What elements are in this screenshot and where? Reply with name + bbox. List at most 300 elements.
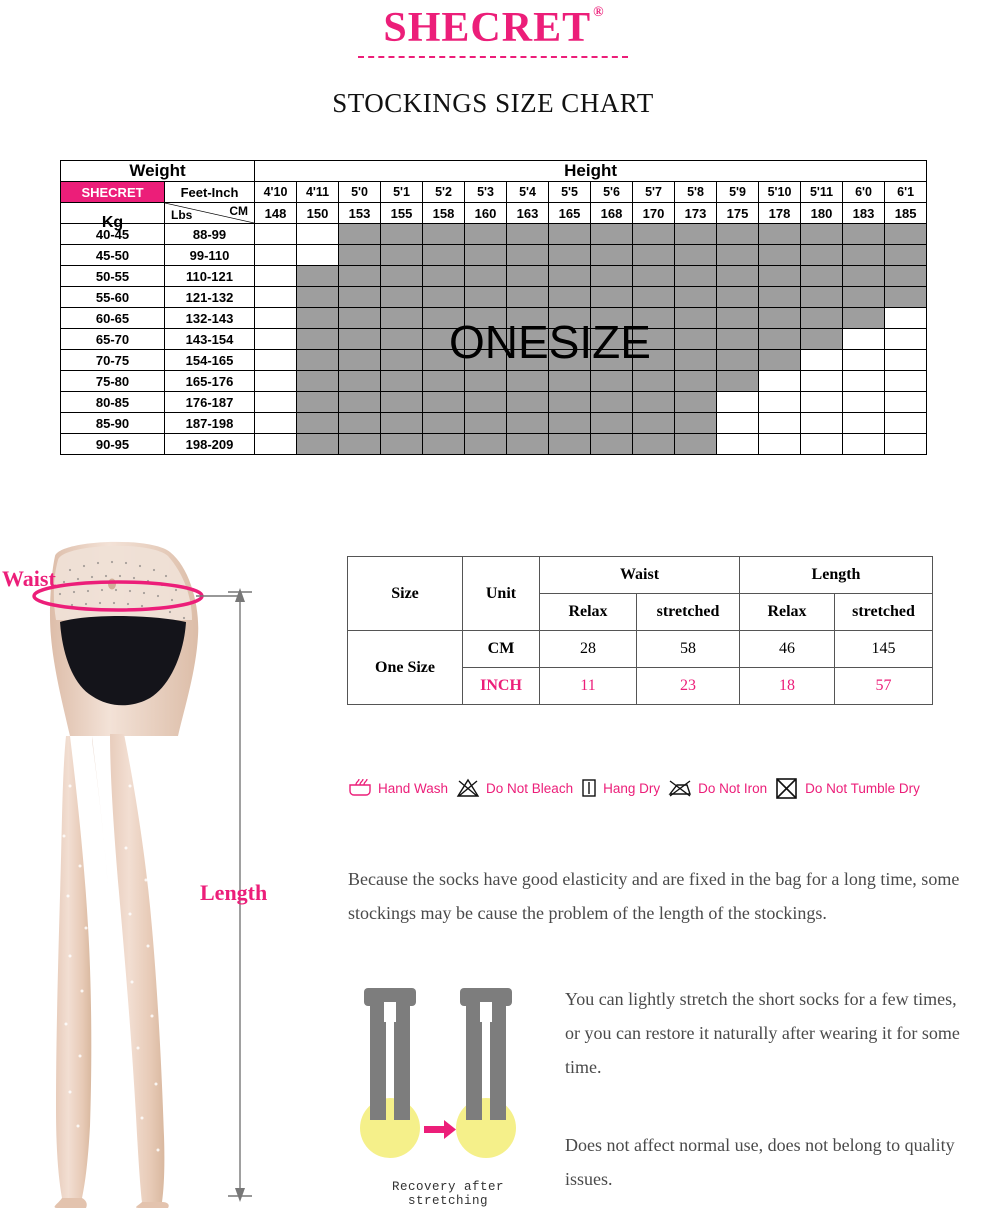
size-cell — [297, 224, 339, 245]
size-cell — [759, 329, 801, 350]
care-item-do-not-iron — [667, 777, 767, 799]
care-item-do-not-bleach — [455, 777, 573, 799]
size-cell — [885, 266, 927, 287]
size-cell — [339, 392, 381, 413]
size-cell — [381, 371, 423, 392]
size-cell — [507, 413, 549, 434]
inch-length-relax: 18 — [740, 668, 835, 705]
note-paragraph-2: You can lightly stretch the short socks for a few times, or you can restore it naturally after wearing it for some time. — [565, 989, 960, 1077]
size-cell — [507, 329, 549, 350]
size-cell — [843, 245, 885, 266]
size-cell — [339, 371, 381, 392]
cm-value: 170 — [633, 203, 675, 224]
size-cell — [423, 308, 465, 329]
size-cell — [717, 224, 759, 245]
care-label: Do Not Iron — [698, 780, 768, 796]
size-cell — [885, 287, 927, 308]
table-row — [61, 434, 927, 455]
size-cell — [549, 371, 591, 392]
size-cell — [801, 224, 843, 245]
kg-range: 85-90 — [61, 413, 165, 434]
size-cell — [759, 287, 801, 308]
size-cell — [339, 329, 381, 350]
size-cell — [801, 350, 843, 371]
model-illustration-icon — [0, 536, 330, 1208]
size-cell — [549, 413, 591, 434]
size-cell — [633, 287, 675, 308]
size-cell — [885, 371, 927, 392]
lbs-range: 198-209 — [165, 434, 255, 455]
hang-dry-icon — [580, 777, 598, 799]
waist-relax-header: Relax — [540, 594, 637, 631]
length-stretched-header: stretched — [835, 594, 933, 631]
size-cell — [591, 308, 633, 329]
size-cell — [801, 413, 843, 434]
kg-range: 50-55 — [61, 266, 165, 287]
feet-inch-value: 5'9 — [717, 182, 759, 203]
size-cell — [759, 350, 801, 371]
unit-cm: CM — [463, 631, 540, 668]
lbs-range: 176-187 — [165, 392, 255, 413]
cm-value: 178 — [759, 203, 801, 224]
lbs-range: 88-99 — [165, 224, 255, 245]
size-cell — [591, 371, 633, 392]
size-cell — [549, 245, 591, 266]
stockings-size-chart — [60, 160, 926, 455]
size-cell — [339, 266, 381, 287]
height-header: Height — [255, 161, 927, 182]
cm-value: 153 — [339, 203, 381, 224]
cm-value: 165 — [549, 203, 591, 224]
waist-header: Waist — [540, 557, 740, 594]
care-label: Hand Wash — [378, 780, 449, 796]
size-cell — [549, 308, 591, 329]
size-cell — [507, 224, 549, 245]
size-cell — [423, 224, 465, 245]
size-cell — [633, 224, 675, 245]
feet-inch-value: 6'1 — [885, 182, 927, 203]
size-cell — [381, 434, 423, 455]
size-cell — [255, 224, 297, 245]
note-paragraph-1: Because the socks have good elasticity and are fixed in the bag for a long time, some stockings may be cause the problem of the length of the stockings. — [348, 869, 960, 923]
stretch-caption: Recovery after stretching — [391, 1180, 505, 1208]
size-cell — [633, 308, 675, 329]
size-cell — [297, 308, 339, 329]
size-cell — [801, 245, 843, 266]
size-cell — [423, 329, 465, 350]
size-cell — [465, 434, 507, 455]
measurement-table-wrap — [347, 556, 933, 705]
cm-value: 148 — [255, 203, 297, 224]
size-cell — [717, 308, 759, 329]
size-cell — [339, 224, 381, 245]
size-chart-table — [60, 160, 927, 455]
cm-waist-relax: 28 — [540, 631, 637, 668]
table-row — [61, 245, 927, 266]
care-item-do-not-tumble-dry — [774, 776, 920, 800]
kg-range: 90-95 — [61, 434, 165, 455]
size-cell — [675, 434, 717, 455]
size-cell — [591, 329, 633, 350]
size-cell — [297, 434, 339, 455]
size-cell — [339, 287, 381, 308]
size-cell — [591, 413, 633, 434]
size-cell — [423, 266, 465, 287]
brand-divider — [358, 56, 628, 58]
length-header: Length — [740, 557, 933, 594]
cm-lbs-cell — [165, 203, 255, 224]
inch-waist-relax: 11 — [540, 668, 637, 705]
size-cell — [255, 392, 297, 413]
size-cell — [549, 392, 591, 413]
feet-inch-value: 4'11 — [297, 182, 339, 203]
onesize-label: ONESIZE — [449, 316, 651, 368]
size-cell — [675, 245, 717, 266]
size-cell — [885, 413, 927, 434]
meas-header-row-1 — [348, 557, 933, 594]
feet-inch-value: 5'4 — [507, 182, 549, 203]
size-cell — [507, 371, 549, 392]
size-cell — [297, 245, 339, 266]
size-cell — [885, 329, 927, 350]
size-cell — [381, 308, 423, 329]
size-cell — [381, 392, 423, 413]
care-label: Do Not Bleach — [486, 780, 574, 796]
brand-name: SHECRET — [383, 5, 592, 51]
size-cell — [465, 392, 507, 413]
table-row — [61, 287, 927, 308]
size-cell — [675, 224, 717, 245]
size-cell — [885, 224, 927, 245]
length-relax-header: Relax — [740, 594, 835, 631]
feet-inch-value: 5'10 — [759, 182, 801, 203]
size-cell — [801, 434, 843, 455]
size-cell — [591, 350, 633, 371]
size-cell — [465, 308, 507, 329]
size-cell — [759, 266, 801, 287]
table-header-row — [61, 161, 927, 182]
size-cell — [717, 434, 759, 455]
feet-inch-row — [61, 182, 927, 203]
size-cell — [549, 224, 591, 245]
size-cell — [675, 329, 717, 350]
lbs-range: 110-121 — [165, 266, 255, 287]
size-cell — [717, 245, 759, 266]
size-cell — [465, 245, 507, 266]
brand-cell: SHECRET — [61, 182, 165, 203]
cm-value: 175 — [717, 203, 759, 224]
size-cell — [759, 308, 801, 329]
kg-range: 65-70 — [61, 329, 165, 350]
care-item-hang-dry — [580, 777, 660, 799]
size-cell — [843, 392, 885, 413]
lbs-range: 165-176 — [165, 371, 255, 392]
size-cell — [255, 371, 297, 392]
size-cell — [801, 392, 843, 413]
size-cell — [633, 329, 675, 350]
do-not-iron-icon — [667, 777, 693, 799]
size-cell — [465, 371, 507, 392]
brand-logo — [383, 5, 605, 51]
size-cell — [885, 245, 927, 266]
inch-length-stretched: 57 — [835, 668, 933, 705]
size-cell — [801, 371, 843, 392]
kg-range: 40-45 — [61, 224, 165, 245]
size-cell — [423, 245, 465, 266]
cm-value: 173 — [675, 203, 717, 224]
size-cell — [339, 413, 381, 434]
feet-inch-value: 5'1 — [381, 182, 423, 203]
size-cell — [255, 350, 297, 371]
registered-mark: ® — [593, 5, 605, 20]
size-cell — [843, 224, 885, 245]
size-cell — [507, 308, 549, 329]
size-cell — [297, 413, 339, 434]
weight-header: Weight — [61, 161, 255, 182]
feet-inch-value: 5'7 — [633, 182, 675, 203]
size-cell — [759, 413, 801, 434]
size-header: Size — [348, 557, 463, 631]
length-label: Length — [200, 880, 268, 905]
size-cell — [381, 287, 423, 308]
feet-inch-value: 4'10 — [255, 182, 297, 203]
cm-waist-stretched: 58 — [637, 631, 740, 668]
size-cell — [381, 245, 423, 266]
feet-inch-value: 5'2 — [423, 182, 465, 203]
size-cell — [717, 392, 759, 413]
brand-header — [0, 0, 986, 58]
cm-value: 168 — [591, 203, 633, 224]
size-cell — [381, 329, 423, 350]
size-cell — [381, 350, 423, 371]
cm-label: CM — [229, 204, 249, 218]
size-cell — [339, 350, 381, 371]
care-instructions — [347, 776, 986, 800]
size-cell — [633, 245, 675, 266]
feet-inch-value: 5'3 — [465, 182, 507, 203]
lbs-range: 143-154 — [165, 329, 255, 350]
size-cell — [507, 392, 549, 413]
kg-range: 80-85 — [61, 392, 165, 413]
size-cell — [549, 350, 591, 371]
size-cell — [549, 266, 591, 287]
size-cell — [507, 266, 549, 287]
table-row — [61, 371, 927, 392]
table-row — [61, 392, 927, 413]
size-cell — [885, 308, 927, 329]
kg-range: 55-60 — [61, 287, 165, 308]
size-cell — [465, 329, 507, 350]
size-cell — [885, 392, 927, 413]
size-cell — [591, 245, 633, 266]
feet-inch-value: 5'8 — [675, 182, 717, 203]
size-cell — [675, 308, 717, 329]
arrow-right-icon — [424, 1120, 456, 1139]
size-cell — [591, 224, 633, 245]
unit-inch: INCH — [463, 668, 540, 705]
size-cell — [843, 371, 885, 392]
lbs-range: 187-198 — [165, 413, 255, 434]
size-cell — [675, 350, 717, 371]
stretch-recovery-icon — [344, 980, 554, 1175]
size-cell — [843, 434, 885, 455]
size-cell — [507, 350, 549, 371]
size-cell — [339, 245, 381, 266]
size-cell — [255, 413, 297, 434]
feet-inch-value: 6'0 — [843, 182, 885, 203]
cm-value: 163 — [507, 203, 549, 224]
size-cell — [465, 266, 507, 287]
hand-wash-icon — [347, 777, 373, 799]
care-item-hand-wash — [347, 777, 448, 799]
size-cell — [381, 413, 423, 434]
kg-range: 45-50 — [61, 245, 165, 266]
waist-stretched-header: stretched — [637, 594, 740, 631]
size-cell — [591, 434, 633, 455]
note-paragraph-3: Does not affect normal use, does not belong to quality issues. — [565, 1135, 955, 1189]
size-cell — [675, 371, 717, 392]
inch-waist-stretched: 23 — [637, 668, 740, 705]
kg-range: 70-75 — [61, 350, 165, 371]
measurement-table — [347, 556, 933, 705]
recovery-illustration — [344, 980, 554, 1175]
model-figure — [0, 536, 330, 1208]
waist-label: Waist — [2, 566, 56, 591]
size-cell — [717, 329, 759, 350]
sock-before — [360, 988, 420, 1158]
cm-value: 180 — [801, 203, 843, 224]
table-row — [348, 631, 933, 668]
sock-after — [456, 988, 516, 1158]
size-cell — [423, 350, 465, 371]
care-label: Hang Dry — [603, 780, 661, 796]
size-cell — [423, 392, 465, 413]
size-cell — [297, 266, 339, 287]
cm-value: 160 — [465, 203, 507, 224]
do-not-tumble-dry-icon — [774, 776, 800, 800]
size-cell — [759, 224, 801, 245]
size-cell — [255, 266, 297, 287]
size-cell — [549, 329, 591, 350]
cm-length-relax: 46 — [740, 631, 835, 668]
size-cell — [843, 287, 885, 308]
size-cell — [717, 350, 759, 371]
feet-inch-label: Feet-Inch — [165, 182, 255, 203]
size-cell — [465, 413, 507, 434]
lbs-label: Lbs — [171, 208, 193, 222]
size-cell — [843, 266, 885, 287]
lbs-range: 132-143 — [165, 308, 255, 329]
table-row — [61, 224, 927, 245]
size-cell — [717, 266, 759, 287]
page-title: STOCKINGS SIZE CHART — [332, 88, 654, 119]
cm-value: 155 — [381, 203, 423, 224]
size-cell — [843, 413, 885, 434]
table-row — [61, 308, 927, 329]
unit-header: Unit — [463, 557, 540, 631]
size-cell — [423, 287, 465, 308]
cm-value: 158 — [423, 203, 465, 224]
size-cell — [297, 392, 339, 413]
size-cell — [591, 266, 633, 287]
size-cell — [591, 392, 633, 413]
size-cell — [549, 434, 591, 455]
table-row — [61, 329, 927, 350]
size-cell — [381, 224, 423, 245]
size-cell — [801, 266, 843, 287]
size-cell — [759, 371, 801, 392]
lbs-range: 121-132 — [165, 287, 255, 308]
size-cell — [675, 392, 717, 413]
table-row — [61, 413, 927, 434]
size-cell — [507, 434, 549, 455]
lbs-range: 99-110 — [165, 245, 255, 266]
size-value: One Size — [348, 631, 463, 705]
size-cell — [759, 434, 801, 455]
size-cell — [633, 434, 675, 455]
size-cell — [465, 287, 507, 308]
feet-inch-value: 5'6 — [591, 182, 633, 203]
lbs-range: 154-165 — [165, 350, 255, 371]
size-cell — [843, 329, 885, 350]
size-cell — [843, 308, 885, 329]
size-cell — [633, 350, 675, 371]
size-cell — [717, 287, 759, 308]
care-label: Do Not Tumble Dry — [805, 780, 920, 796]
feet-inch-value: 5'5 — [549, 182, 591, 203]
size-cell — [633, 266, 675, 287]
size-cell — [339, 308, 381, 329]
cm-value: 150 — [297, 203, 339, 224]
size-cell — [675, 287, 717, 308]
cm-value: 185 — [885, 203, 927, 224]
size-cell — [255, 329, 297, 350]
kg-range: 60-65 — [61, 308, 165, 329]
size-cell — [801, 308, 843, 329]
size-cell — [633, 371, 675, 392]
size-cell — [339, 434, 381, 455]
size-cell — [297, 287, 339, 308]
size-cell — [843, 350, 885, 371]
table-row — [61, 266, 927, 287]
feet-inch-value: 5'11 — [801, 182, 843, 203]
size-cell — [801, 287, 843, 308]
size-cell — [255, 308, 297, 329]
size-cell — [423, 371, 465, 392]
table-row — [61, 350, 927, 371]
size-cell — [255, 434, 297, 455]
size-cell — [381, 266, 423, 287]
size-cell — [591, 287, 633, 308]
size-cell — [465, 224, 507, 245]
size-cell — [549, 287, 591, 308]
size-cell — [297, 371, 339, 392]
size-cell — [759, 245, 801, 266]
do-not-bleach-icon — [455, 777, 481, 799]
size-cell — [633, 413, 675, 434]
cm-length-stretched: 145 — [835, 631, 933, 668]
kg-label: Kg — [101, 214, 124, 231]
size-cell — [297, 329, 339, 350]
size-cell — [675, 266, 717, 287]
size-cell — [717, 371, 759, 392]
size-cell — [675, 413, 717, 434]
feet-inch-value: 5'0 — [339, 182, 381, 203]
size-cell — [717, 413, 759, 434]
size-cell — [759, 392, 801, 413]
size-cell — [801, 329, 843, 350]
size-cell — [297, 350, 339, 371]
